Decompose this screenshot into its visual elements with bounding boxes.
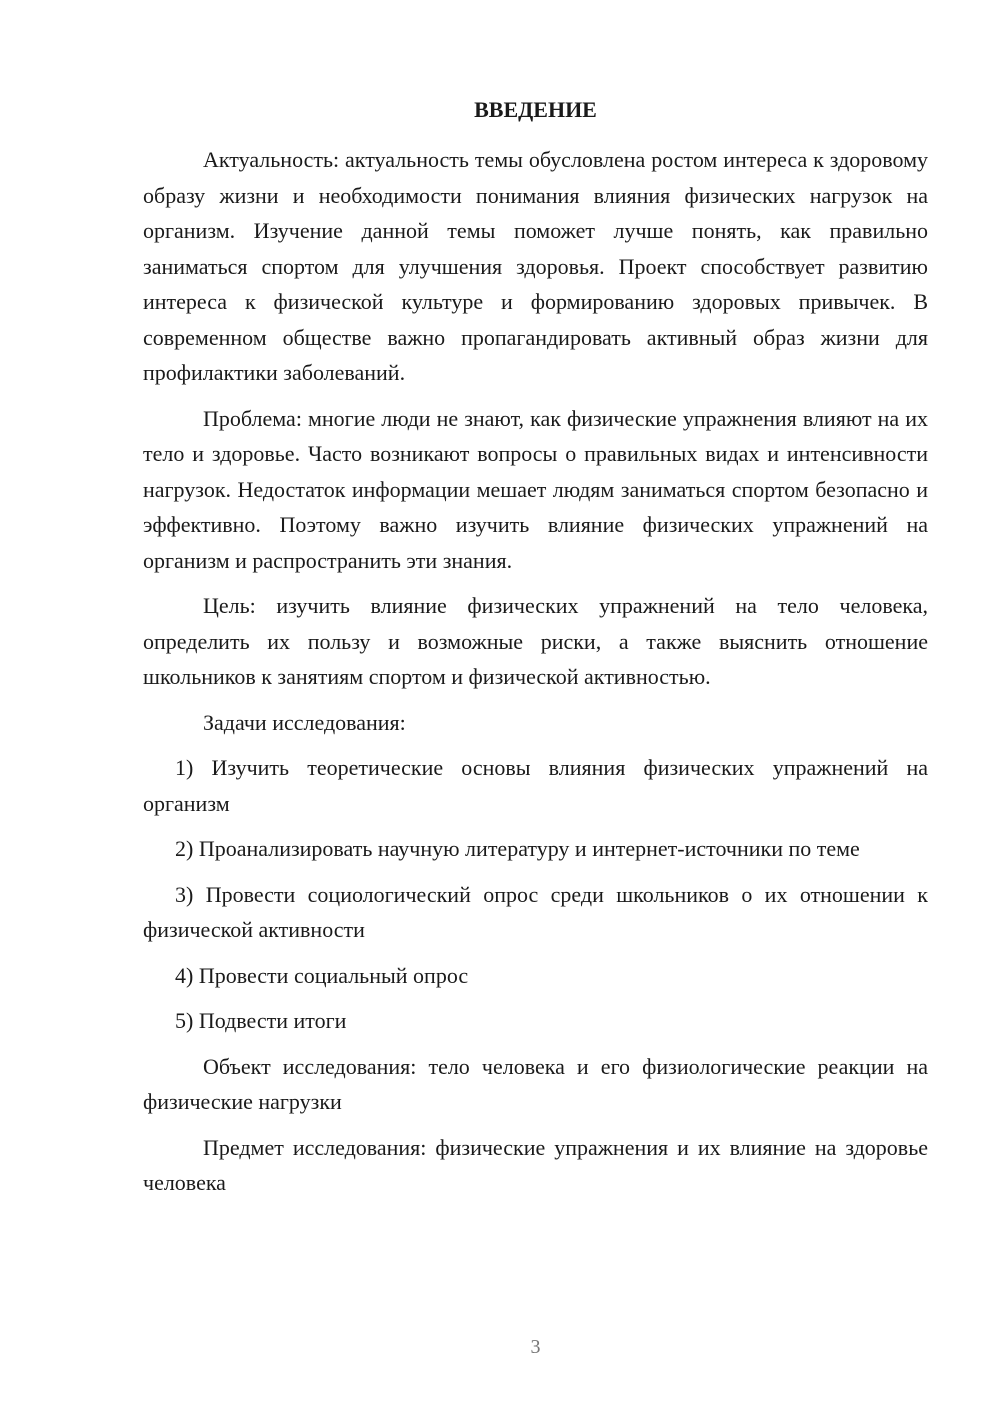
document-page: [143, 0, 928, 1414]
task-item-2: 2) Проанализировать научную литературу и интернет-источники по теме: [175, 836, 860, 861]
page-title: ВВЕДЕНИЕ: [474, 97, 597, 122]
paragraph-relevance: Актуальность: актуальность темы обусловлена ростом интереса к здоровому образу жизни и необходимости понимания влияния физических нагрузок на организм. Изучение данной темы поможет лучше понять, как правильно заниматься спортом для улучшения здоровья. Проект способствует развитию интереса к физической культуре и формированию здоровых привычек. В современном обществе важно пропагандировать активный образ жизни для профилактики заболеваний.: [143, 147, 928, 385]
task-item-1: 1) Изучить теоретические основы влияния физических упражнений на организм: [143, 755, 928, 816]
paragraph-tasks-heading: Задачи исследования:: [203, 709, 406, 735]
paragraph-research-subject: Предмет исследования: физические упражнения и их влияние на здоровье человека: [143, 1134, 928, 1195]
task-item-4: 4) Провести социальный опрос: [175, 962, 469, 988]
task-item-3: 3) Провести социологический опрос среди школьников о их отношении к физической активности: [143, 881, 928, 942]
paragraph-problem: Проблема: многие люди не знают, как физические упражнения влияют на их тело и здоровье. Часто возникают вопросы о правильных видах и интенсивности нагрузок. Недостаток информации мешает людям заниматься спортом безопасно и эффективно. Поэтому важно изучить влияние физических упражнений на организм и распространить эти знания.: [143, 405, 928, 573]
task-item-5: 5) Подвести итоги: [175, 1008, 347, 1033]
paragraph-goal: Цель: изучить влияние физических упражнений на тело человека, определить их пользу и возможные риски, а также выяснить отношение школьников к занятиям спортом и физической активностью.: [143, 593, 928, 689]
page-number: 3: [530, 1336, 541, 1358]
document-body: [143, 142, 928, 1211]
paragraph-research-object: Объект исследования: тело человека и его физиологические реакции на физические нагрузки: [143, 1053, 928, 1114]
